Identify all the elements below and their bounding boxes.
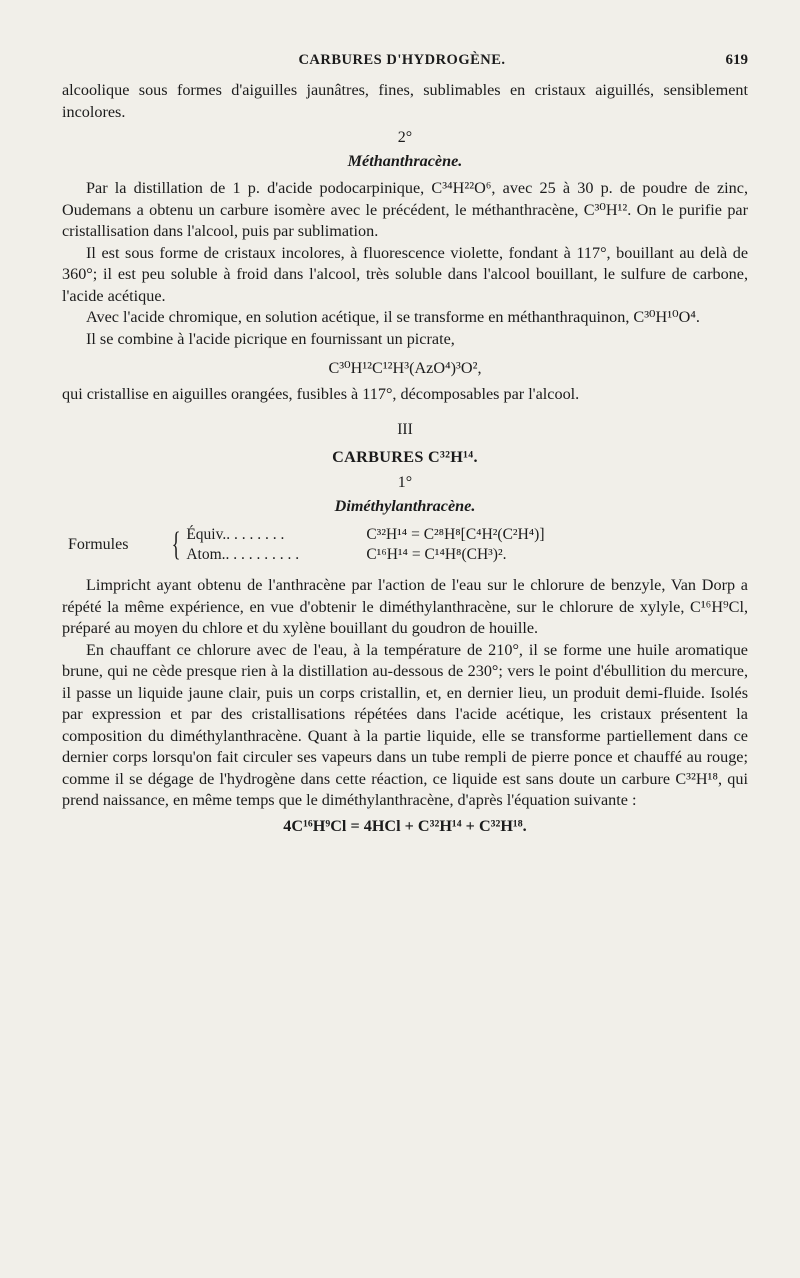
formula-row	[186, 525, 544, 545]
page-header	[56, 52, 748, 78]
paragraph: Il se combine à l'acide picrique en fournissant un picrate,	[86, 329, 455, 348]
formulas-rows	[186, 525, 544, 565]
brace-glyph: {	[171, 526, 181, 563]
formulas-block	[68, 525, 748, 565]
subsection-title: Diméthylanthracène.	[334, 496, 476, 515]
subsection-number: 2°	[397, 129, 413, 146]
formula-equiv: C³²H¹⁴ = C²⁸H⁸[C⁴H²(C²H⁴)]	[366, 526, 545, 543]
paragraph: Limpricht ayant obtenu de l'anthracène par l'action de l'eau sur le chlorure de benzyle, Van Dorp a répété la même expérience, en vue d'obtenir le diméthylanthracène, sur le chlorure de xylyle, C¹⁶H⁹Cl, préparé au moyen du chlore et du xylène bouillant du goudron de houille.	[62, 576, 748, 637]
paragraph: alcoolique sous formes d'aiguilles jaunâtres, fines, sublimables en cristaux aiguillés, sensiblement incolores.	[62, 81, 748, 121]
formula-row	[186, 545, 544, 565]
formula-atom: C¹⁶H¹⁴ = C¹⁴H⁸(CH³)².	[366, 546, 507, 563]
running-title: CARBURES D'HYDROGÈNE.	[298, 52, 506, 68]
formula-atom-name: Atom.. . . . . . . . . .	[186, 546, 300, 563]
paragraph: Avec l'acide chromique, en solution acétique, il se transforme en méthanthraquinon, C³⁰H¹⁰O⁴.	[86, 308, 700, 326]
subsection-number: 1°	[397, 474, 413, 491]
final-equation: 4C¹⁶H⁹Cl = 4HCl + C³²H¹⁴ + C³²H¹⁸.	[283, 816, 527, 835]
section-title: CARBURES C³²H¹⁴.	[332, 447, 478, 466]
paragraph: qui cristallise en aiguilles orangées, fusibles à 117°, décomposables par l'alcool.	[62, 384, 580, 403]
page-body	[62, 80, 748, 837]
formulas-label: Formules	[68, 536, 129, 554]
formula-picrate: C³⁰H¹²C¹²H³(AzO⁴)³O²,	[328, 359, 482, 377]
section-number: III	[397, 421, 413, 438]
subsection-title: Méthanthracène.	[347, 151, 463, 170]
paragraph: En chauffant ce chlorure avec de l'eau, à la température de 210°, il se forme une huile aromatique brune, qui ne cède presque rien à la distillation au-dessous de 230°; vers le point d'ébullition du mercure, il passe un liquide jaune clair, puis un corps cristallin, et, en dernier lieu, un produit demi-fluide. Isolés par expression et par des cristallisations répétées dans l'acide acétique, les cristaux présentent la composition du diméthylanthracène. Quant à la partie liquide, elle se transforme partiellement dans ce dernier corps lorsqu'on fait circuler ses vapeurs dans un tube rempli de pierre ponce et chauffé au rouge; comme il se dégage de l'hydrogène dans cette réaction, ce liquide est sans doute un carbure C³²H¹⁸, qui prend naissance, en même temps que le diméthylanthracène, d'après l'équation suivante :	[62, 640, 748, 809]
page-number: 619	[725, 52, 748, 68]
paragraph: Par la distillation de 1 p. d'acide podocarpinique, C³⁴H²²O⁶, avec 25 à 30 p. de poudre de zinc, Oudemans a obtenu un carbure isomère avec le précédent, le méthanthracène, C³⁰H¹². On le purifie par cristallisation dans l'alcool, puis par sublimation.	[62, 179, 748, 240]
paragraph: Il est sous forme de cristaux incolores, à fluorescence violette, fondant à 117°, bouillant au delà de 360°; il est peu soluble à froid dans l'alcool, très soluble dans l'alcool bouillant, le sulfure de carbone, l'acide acétique.	[62, 243, 748, 305]
formula-equiv-name: Équiv.. . . . . . . .	[186, 526, 285, 543]
